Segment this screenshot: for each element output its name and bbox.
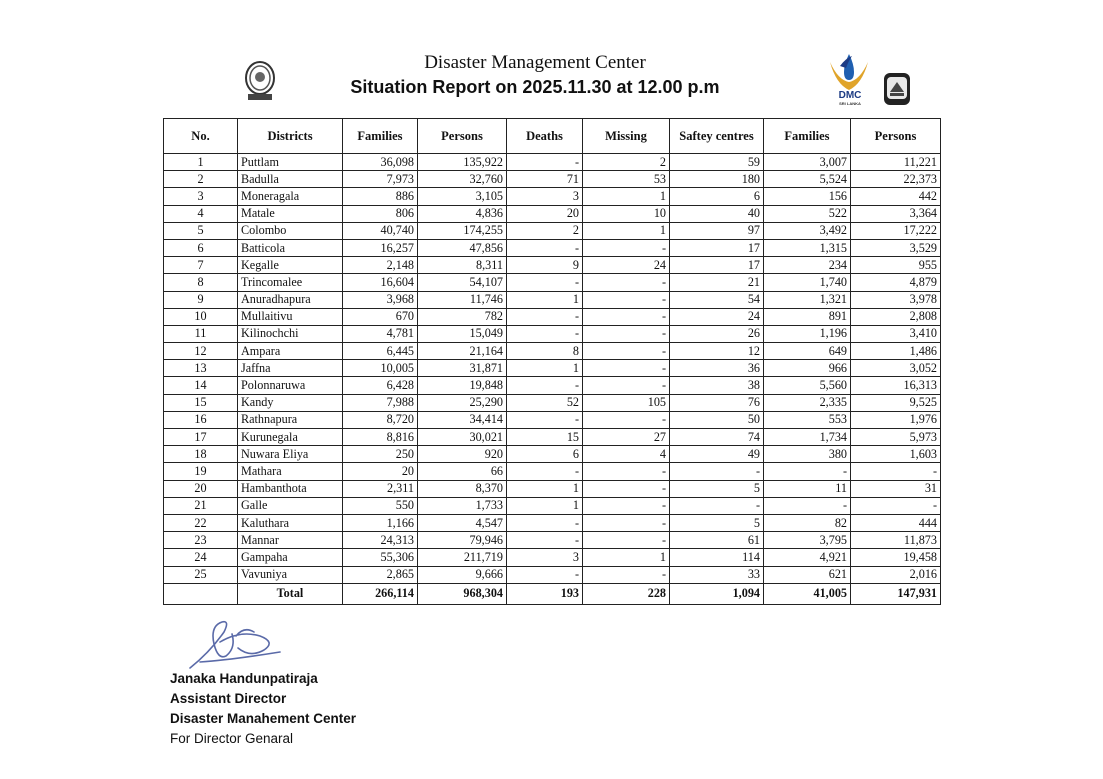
persons-affected-cell: 8,311 — [418, 257, 507, 274]
deaths-cell: 9 — [507, 257, 583, 274]
district-name-cell: Rathnapura — [238, 411, 343, 428]
safety-centres-cell: 36 — [670, 360, 764, 377]
persons-in-centres-cell: 3,410 — [851, 325, 941, 342]
families-in-centres-cell: 966 — [764, 360, 851, 377]
total-persons-in-centres-cell: 147,931 — [851, 583, 941, 604]
persons-affected-cell: 782 — [418, 308, 507, 325]
situation-report-table — [163, 118, 941, 605]
missing-cell: - — [583, 532, 670, 549]
persons-affected-cell: 66 — [418, 463, 507, 480]
safety-centres-cell: 17 — [670, 239, 764, 256]
families-affected-cell: 2,148 — [343, 257, 418, 274]
safety-centres-cell: 5 — [670, 480, 764, 497]
column-header: Districts — [238, 119, 343, 154]
district-name-cell: Mannar — [238, 532, 343, 549]
safety-centres-cell: 26 — [670, 325, 764, 342]
column-header: Persons — [851, 119, 941, 154]
column-header: Missing — [583, 119, 670, 154]
missing-cell: - — [583, 308, 670, 325]
persons-affected-cell: 4,547 — [418, 514, 507, 531]
persons-in-centres-cell: 2,808 — [851, 308, 941, 325]
persons-affected-cell: 31,871 — [418, 360, 507, 377]
missing-cell: 24 — [583, 257, 670, 274]
safety-centres-cell: 40 — [670, 205, 764, 222]
persons-in-centres-cell: - — [851, 463, 941, 480]
safety-centres-cell: 50 — [670, 411, 764, 428]
families-in-centres-cell: 2,335 — [764, 394, 851, 411]
row-number-cell: 13 — [164, 360, 238, 377]
district-name-cell: Ampara — [238, 343, 343, 360]
row-number-cell: 12 — [164, 343, 238, 360]
persons-affected-cell: 32,760 — [418, 171, 507, 188]
persons-affected-cell: 11,746 — [418, 291, 507, 308]
deaths-cell: 2 — [507, 222, 583, 239]
total-row — [164, 583, 941, 604]
persons-in-centres-cell: 31 — [851, 480, 941, 497]
table-row — [164, 188, 941, 205]
families-in-centres-cell: 649 — [764, 343, 851, 360]
persons-affected-cell: 25,290 — [418, 394, 507, 411]
persons-affected-cell: 3,105 — [418, 188, 507, 205]
families-affected-cell: 550 — [343, 497, 418, 514]
families-affected-cell: 16,604 — [343, 274, 418, 291]
persons-in-centres-cell: 16,313 — [851, 377, 941, 394]
table-row — [164, 239, 941, 256]
persons-in-centres-cell: 22,373 — [851, 171, 941, 188]
row-number-cell: 19 — [164, 463, 238, 480]
missing-cell: - — [583, 514, 670, 531]
row-number-cell: 1 — [164, 154, 238, 171]
table-row — [164, 308, 941, 325]
persons-affected-cell: 920 — [418, 446, 507, 463]
table-row — [164, 549, 941, 566]
safety-centres-cell: 76 — [670, 394, 764, 411]
deaths-cell: - — [507, 463, 583, 480]
signature-icon — [180, 612, 290, 674]
families-affected-cell: 8,720 — [343, 411, 418, 428]
families-affected-cell: 7,973 — [343, 171, 418, 188]
district-name-cell: Hambanthota — [238, 480, 343, 497]
table-row — [164, 343, 941, 360]
table-row — [164, 257, 941, 274]
families-in-centres-cell: 234 — [764, 257, 851, 274]
families-affected-cell: 6,445 — [343, 343, 418, 360]
missing-cell: 53 — [583, 171, 670, 188]
families-in-centres-cell: - — [764, 497, 851, 514]
persons-affected-cell: 54,107 — [418, 274, 507, 291]
families-affected-cell: 7,988 — [343, 394, 418, 411]
deaths-cell: - — [507, 514, 583, 531]
row-number-cell: 25 — [164, 566, 238, 583]
safety-centres-cell: - — [670, 497, 764, 514]
persons-in-centres-cell: 11,221 — [851, 154, 941, 171]
signatory-for-line: For Director Genaral — [170, 731, 294, 746]
missing-cell: 4 — [583, 446, 670, 463]
row-number-cell: 14 — [164, 377, 238, 394]
district-name-cell: Mullaitivu — [238, 308, 343, 325]
table-row — [164, 463, 941, 480]
header-title: Disaster Management Center — [424, 52, 646, 73]
persons-in-centres-cell: 444 — [851, 514, 941, 531]
district-name-cell: Badulla — [238, 171, 343, 188]
families-in-centres-cell: 3,492 — [764, 222, 851, 239]
table-row — [164, 291, 941, 308]
safety-centres-cell: 6 — [670, 188, 764, 205]
district-name-cell: Polonnaruwa — [238, 377, 343, 394]
persons-in-centres-cell: 3,978 — [851, 291, 941, 308]
families-in-centres-cell: 3,007 — [764, 154, 851, 171]
persons-in-centres-cell: 3,052 — [851, 360, 941, 377]
families-affected-cell: 40,740 — [343, 222, 418, 239]
column-header: Families — [343, 119, 418, 154]
deaths-cell: 6 — [507, 446, 583, 463]
families-in-centres-cell: 1,315 — [764, 239, 851, 256]
total-missing-cell: 228 — [583, 583, 670, 604]
column-header: Persons — [418, 119, 507, 154]
families-affected-cell: 670 — [343, 308, 418, 325]
missing-cell: 2 — [583, 154, 670, 171]
families-in-centres-cell: 11 — [764, 480, 851, 497]
families-affected-cell: 3,968 — [343, 291, 418, 308]
row-number-cell: 18 — [164, 446, 238, 463]
missing-cell: - — [583, 497, 670, 514]
deaths-cell: 20 — [507, 205, 583, 222]
families-in-centres-cell: 5,560 — [764, 377, 851, 394]
families-in-centres-cell: 1,196 — [764, 325, 851, 342]
deaths-cell: - — [507, 566, 583, 583]
missing-cell: 1 — [583, 549, 670, 566]
persons-affected-cell: 4,836 — [418, 205, 507, 222]
report-subtitle: Situation Report on 2025.11.30 at 12.00 p.m — [350, 77, 720, 97]
table-row — [164, 566, 941, 583]
persons-in-centres-cell: 1,976 — [851, 411, 941, 428]
district-name-cell: Matale — [238, 205, 343, 222]
families-affected-cell: 55,306 — [343, 549, 418, 566]
persons-in-centres-cell: 5,973 — [851, 429, 941, 446]
table-row — [164, 154, 941, 171]
families-affected-cell: 2,865 — [343, 566, 418, 583]
row-number-cell: 22 — [164, 514, 238, 531]
deaths-cell: 1 — [507, 480, 583, 497]
missing-cell: - — [583, 343, 670, 360]
families-affected-cell: 20 — [343, 463, 418, 480]
missing-cell: - — [583, 274, 670, 291]
safety-centres-cell: 59 — [670, 154, 764, 171]
missing-cell: - — [583, 325, 670, 342]
persons-affected-cell: 34,414 — [418, 411, 507, 428]
row-number-cell: 20 — [164, 480, 238, 497]
district-name-cell: Puttlam — [238, 154, 343, 171]
total-safety-centres-cell: 1,094 — [670, 583, 764, 604]
row-number-cell: 16 — [164, 411, 238, 428]
families-in-centres-cell: 4,921 — [764, 549, 851, 566]
persons-affected-cell: 1,733 — [418, 497, 507, 514]
total-families-in-centres-cell: 41,005 — [764, 583, 851, 604]
missing-cell: 27 — [583, 429, 670, 446]
persons-affected-cell: 15,049 — [418, 325, 507, 342]
district-name-cell: Colombo — [238, 222, 343, 239]
row-number-cell: 4 — [164, 205, 238, 222]
deaths-cell: - — [507, 325, 583, 342]
dmc-logo-text: DMC — [838, 90, 862, 101]
safety-centres-cell: 54 — [670, 291, 764, 308]
table-row — [164, 532, 941, 549]
deaths-cell: - — [507, 154, 583, 171]
row-number-cell: 10 — [164, 308, 238, 325]
families-affected-cell: 2,311 — [343, 480, 418, 497]
column-header: Deaths — [507, 119, 583, 154]
persons-in-centres-cell: 1,603 — [851, 446, 941, 463]
district-name-cell: Jaffna — [238, 360, 343, 377]
persons-affected-cell: 30,021 — [418, 429, 507, 446]
deaths-cell: 3 — [507, 549, 583, 566]
row-number-cell: 21 — [164, 497, 238, 514]
missing-cell: 1 — [583, 222, 670, 239]
missing-cell: 105 — [583, 394, 670, 411]
families-affected-cell: 4,781 — [343, 325, 418, 342]
table-row — [164, 429, 941, 446]
safety-centres-cell: 49 — [670, 446, 764, 463]
safety-centres-cell: 24 — [670, 308, 764, 325]
safety-centres-cell: 12 — [670, 343, 764, 360]
column-header: No. — [164, 119, 238, 154]
persons-in-centres-cell: 17,222 — [851, 222, 941, 239]
families-in-centres-cell: 1,740 — [764, 274, 851, 291]
families-in-centres-cell: 1,321 — [764, 291, 851, 308]
deaths-cell: - — [507, 377, 583, 394]
missing-cell: - — [583, 377, 670, 394]
signatory-title: Assistant Director — [170, 691, 287, 706]
families-in-centres-cell: 891 — [764, 308, 851, 325]
safety-centres-cell: 97 — [670, 222, 764, 239]
district-name-cell: Moneragala — [238, 188, 343, 205]
total-district-name-cell: Total — [238, 583, 343, 604]
safety-centres-cell: 180 — [670, 171, 764, 188]
persons-affected-cell: 9,666 — [418, 566, 507, 583]
families-affected-cell: 1,166 — [343, 514, 418, 531]
missing-cell: - — [583, 411, 670, 428]
missing-cell: - — [583, 566, 670, 583]
deaths-cell: 1 — [507, 360, 583, 377]
deaths-cell: - — [507, 532, 583, 549]
crest-logo-icon — [883, 72, 911, 106]
families-in-centres-cell: 380 — [764, 446, 851, 463]
persons-in-centres-cell: 11,873 — [851, 532, 941, 549]
table-row — [164, 480, 941, 497]
district-name-cell: Kegalle — [238, 257, 343, 274]
missing-cell: 1 — [583, 188, 670, 205]
row-number-cell: 17 — [164, 429, 238, 446]
persons-in-centres-cell: 19,458 — [851, 549, 941, 566]
column-header: Saftey centres — [670, 119, 764, 154]
row-number-cell: 3 — [164, 188, 238, 205]
safety-centres-cell: 33 — [670, 566, 764, 583]
table-header-row — [164, 119, 941, 154]
safety-centres-cell: 38 — [670, 377, 764, 394]
safety-centres-cell: 114 — [670, 549, 764, 566]
persons-affected-cell: 47,856 — [418, 239, 507, 256]
deaths-cell: 3 — [507, 188, 583, 205]
table-row — [164, 325, 941, 342]
table-row — [164, 360, 941, 377]
district-name-cell: Mathara — [238, 463, 343, 480]
persons-in-centres-cell: 3,364 — [851, 205, 941, 222]
table-row — [164, 497, 941, 514]
persons-in-centres-cell: 955 — [851, 257, 941, 274]
row-number-cell: 9 — [164, 291, 238, 308]
persons-affected-cell: 21,164 — [418, 343, 507, 360]
district-name-cell: Batticola — [238, 239, 343, 256]
persons-affected-cell: 135,922 — [418, 154, 507, 171]
table-row — [164, 377, 941, 394]
district-name-cell: Kaluthara — [238, 514, 343, 531]
row-number-cell: 5 — [164, 222, 238, 239]
persons-in-centres-cell: 9,525 — [851, 394, 941, 411]
government-emblem-icon — [243, 60, 277, 102]
row-number-cell: 7 — [164, 257, 238, 274]
safety-centres-cell: 61 — [670, 532, 764, 549]
persons-in-centres-cell: 4,879 — [851, 274, 941, 291]
table-row — [164, 446, 941, 463]
district-name-cell: Gampaha — [238, 549, 343, 566]
signatory-name: Janaka Handunpatiraja — [170, 671, 318, 686]
safety-centres-cell: - — [670, 463, 764, 480]
total-persons-affected-cell: 968,304 — [418, 583, 507, 604]
persons-in-centres-cell: 442 — [851, 188, 941, 205]
safety-centres-cell: 74 — [670, 429, 764, 446]
table-body — [164, 154, 941, 605]
families-affected-cell: 886 — [343, 188, 418, 205]
column-header: Families — [764, 119, 851, 154]
persons-affected-cell: 174,255 — [418, 222, 507, 239]
families-affected-cell: 8,816 — [343, 429, 418, 446]
safety-centres-cell: 5 — [670, 514, 764, 531]
safety-centres-cell: 21 — [670, 274, 764, 291]
families-affected-cell: 10,005 — [343, 360, 418, 377]
families-affected-cell: 24,313 — [343, 532, 418, 549]
missing-cell: - — [583, 360, 670, 377]
district-name-cell: Kurunegala — [238, 429, 343, 446]
table-row — [164, 394, 941, 411]
district-name-cell: Anuradhapura — [238, 291, 343, 308]
district-name-cell: Galle — [238, 497, 343, 514]
table-row — [164, 274, 941, 291]
missing-cell: 10 — [583, 205, 670, 222]
families-in-centres-cell: 1,734 — [764, 429, 851, 446]
families-affected-cell: 36,098 — [343, 154, 418, 171]
families-in-centres-cell: 156 — [764, 188, 851, 205]
persons-in-centres-cell: 2,016 — [851, 566, 941, 583]
persons-affected-cell: 8,370 — [418, 480, 507, 497]
persons-affected-cell: 211,719 — [418, 549, 507, 566]
total-row-number-cell — [164, 583, 238, 604]
persons-affected-cell: 19,848 — [418, 377, 507, 394]
missing-cell: - — [583, 480, 670, 497]
row-number-cell: 15 — [164, 394, 238, 411]
table-row — [164, 205, 941, 222]
missing-cell: - — [583, 239, 670, 256]
table-row — [164, 514, 941, 531]
families-affected-cell: 6,428 — [343, 377, 418, 394]
deaths-cell: - — [507, 411, 583, 428]
persons-in-centres-cell: 3,529 — [851, 239, 941, 256]
families-in-centres-cell: - — [764, 463, 851, 480]
deaths-cell: 8 — [507, 343, 583, 360]
deaths-cell: 71 — [507, 171, 583, 188]
families-affected-cell: 16,257 — [343, 239, 418, 256]
table-row — [164, 171, 941, 188]
district-name-cell: Nuwara Eliya — [238, 446, 343, 463]
row-number-cell: 8 — [164, 274, 238, 291]
families-affected-cell: 806 — [343, 205, 418, 222]
deaths-cell: 1 — [507, 291, 583, 308]
missing-cell: - — [583, 463, 670, 480]
signatory-organization: Disaster Manahement Center — [170, 711, 357, 726]
families-in-centres-cell: 621 — [764, 566, 851, 583]
table-row — [164, 222, 941, 239]
deaths-cell: 1 — [507, 497, 583, 514]
deaths-cell: - — [507, 308, 583, 325]
dmc-logo-subtext: SRI LANKA — [839, 101, 861, 106]
total-families-affected-cell: 266,114 — [343, 583, 418, 604]
missing-cell: - — [583, 291, 670, 308]
persons-affected-cell: 79,946 — [418, 532, 507, 549]
deaths-cell: - — [507, 274, 583, 291]
row-number-cell: 23 — [164, 532, 238, 549]
row-number-cell: 24 — [164, 549, 238, 566]
district-name-cell: Kandy — [238, 394, 343, 411]
row-number-cell: 11 — [164, 325, 238, 342]
families-in-centres-cell: 82 — [764, 514, 851, 531]
district-name-cell: Trincomalee — [238, 274, 343, 291]
families-affected-cell: 250 — [343, 446, 418, 463]
deaths-cell: 15 — [507, 429, 583, 446]
persons-in-centres-cell: - — [851, 497, 941, 514]
total-deaths-cell: 193 — [507, 583, 583, 604]
families-in-centres-cell: 553 — [764, 411, 851, 428]
district-name-cell: Kilinochchi — [238, 325, 343, 342]
persons-in-centres-cell: 1,486 — [851, 343, 941, 360]
deaths-cell: 52 — [507, 394, 583, 411]
families-in-centres-cell: 522 — [764, 205, 851, 222]
families-in-centres-cell: 3,795 — [764, 532, 851, 549]
district-name-cell: Vavuniya — [238, 566, 343, 583]
row-number-cell: 6 — [164, 239, 238, 256]
safety-centres-cell: 17 — [670, 257, 764, 274]
deaths-cell: - — [507, 239, 583, 256]
row-number-cell: 2 — [164, 171, 238, 188]
families-in-centres-cell: 5,524 — [764, 171, 851, 188]
table-row — [164, 411, 941, 428]
